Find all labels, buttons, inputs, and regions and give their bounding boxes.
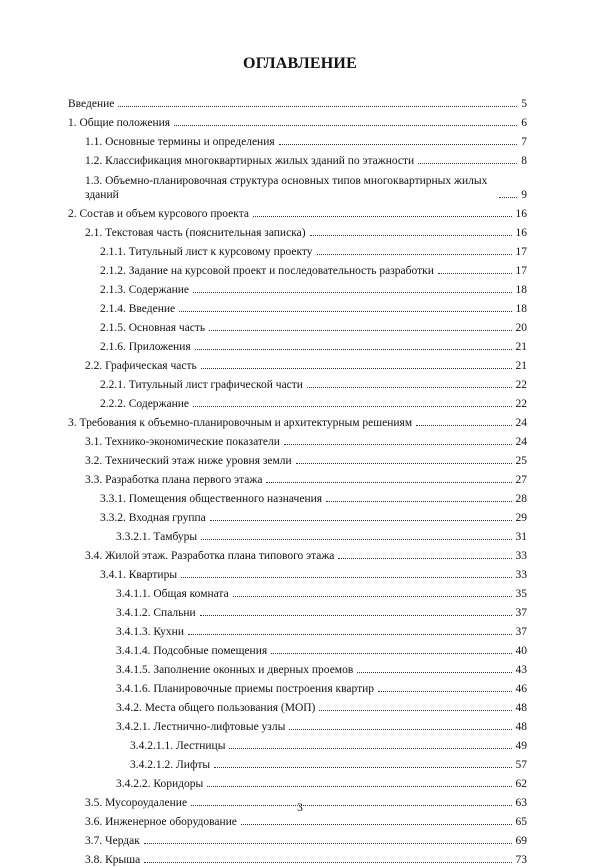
toc-entry-2-2-2[interactable]: [100, 392, 527, 411]
toc-entry-page: 17: [515, 246, 527, 258]
toc-entry-3-4-1[interactable]: [100, 563, 527, 582]
toc-entry-page: 33: [515, 569, 527, 581]
toc-entry-page: 20: [515, 322, 527, 334]
toc-leader-dots: [201, 539, 511, 540]
toc-entry-label: 3.3. Разработка плана первого этажа: [85, 474, 263, 486]
toc-leader-dots: [214, 767, 511, 768]
toc-entry-page: 24: [515, 417, 527, 429]
toc-entry-label: 3.3.1. Помещения общественного назначения: [100, 493, 323, 505]
toc-entry-3[interactable]: [68, 411, 527, 430]
toc-entry-page: 43: [515, 664, 527, 676]
toc-entry-label: 3.4.1.1. Общая комната: [116, 588, 229, 600]
toc-leader-dots: [188, 634, 512, 635]
toc-entry-page: 16: [515, 227, 527, 239]
toc-entry-label: 2.2.1. Титульный лист графической части: [100, 379, 303, 391]
toc-entry-introduction[interactable]: [68, 92, 527, 111]
toc-entry-2-2[interactable]: [85, 354, 527, 373]
toc-entry-page: 16: [515, 208, 527, 220]
toc-entry-label: 3.4.1.5. Заполнение оконных и дверных проемов: [116, 664, 354, 676]
toc-leader-dots: [307, 387, 512, 388]
toc-entry-page: 28: [515, 493, 527, 505]
toc-leader-dots: [193, 292, 511, 293]
toc-entry-label: 3.4.1.2. Спальни: [116, 607, 196, 619]
toc-leader-dots: [271, 653, 511, 654]
toc-entry-page: 40: [515, 645, 527, 657]
toc-entry-label: 2.1.3. Содержание: [100, 284, 190, 296]
page-title: ОГЛАВЛЕНИЕ: [243, 55, 357, 72]
toc-entry-page: 24: [515, 436, 527, 448]
toc-entry-label: 2.1.5. Основная часть: [100, 322, 206, 334]
toc-leader-dots: [266, 482, 511, 483]
toc-entry-2-1-4[interactable]: [100, 297, 527, 316]
page-number: 3: [297, 802, 303, 814]
toc-entry-page: 46: [515, 683, 527, 695]
toc-entry-label: 3.4.1. Квартиры: [100, 569, 178, 581]
toc-entry-label: 3.1. Технико-экономические показатели: [85, 436, 280, 448]
toc-entry-page: 35: [515, 588, 527, 600]
toc-entry-page: 29: [515, 512, 527, 524]
toc-leader-dots: [357, 672, 511, 673]
toc-entry-3-4-2-1-1[interactable]: [130, 734, 527, 753]
toc-entry-3-3-1[interactable]: [100, 487, 527, 506]
toc-entry-label: 3.3.2.1. Тамбуры: [116, 531, 198, 543]
toc-entry-2-2-1[interactable]: [100, 373, 527, 392]
toc-entry-3-4-2-2[interactable]: [116, 772, 527, 791]
toc-entry-label: 3. Требования к объемно-планировочным и архитектурным решениям: [68, 417, 413, 429]
toc-leader-dots: [201, 368, 512, 369]
toc-entry-2-1[interactable]: [85, 221, 527, 240]
toc-entry-page: 57: [515, 759, 527, 771]
toc-entry-2-1-5[interactable]: [100, 316, 527, 335]
toc-entry-3-4-2-1[interactable]: [116, 715, 527, 734]
toc-entry-2-1-1[interactable]: [100, 240, 527, 259]
toc-entry-page: 73: [515, 854, 527, 866]
toc-entry-3-4-1-6[interactable]: [116, 677, 527, 696]
toc-entry-label: 2.1. Текстовая часть (пояснительная записка): [85, 227, 306, 239]
toc-entry-label: 2.1.4. Введение: [100, 303, 176, 315]
toc-leader-dots: [229, 748, 511, 749]
toc-entry-label: 3.4.2.2. Коридоры: [116, 778, 204, 790]
toc-entry-label: 1. Общие положения: [68, 117, 171, 129]
toc-entry-1-3[interactable]: [85, 168, 527, 202]
toc-leader-dots: [499, 197, 517, 198]
toc-entry-2-1-3[interactable]: [100, 278, 527, 297]
toc-leader-dots: [378, 691, 512, 692]
toc-entry-page: 9: [521, 189, 527, 201]
toc-entry-2[interactable]: [68, 202, 527, 221]
toc-entry-page: 33: [515, 550, 527, 562]
toc-entry-page: 7: [521, 136, 527, 148]
toc-entry-page: 48: [515, 702, 527, 714]
toc-entry-3-4-1-1[interactable]: [116, 582, 527, 601]
toc-entry-page: 5: [521, 98, 527, 110]
toc-entry-1-2[interactable]: [85, 149, 527, 168]
toc-entry-page: 18: [515, 303, 527, 315]
toc-entry-label: 3.4.2.1.2. Лифты: [130, 759, 211, 771]
toc-leader-dots: [195, 349, 512, 350]
toc-entry-label: 3.4. Жилой этаж. Разработка плана типового этажа: [85, 550, 335, 562]
toc-leader-dots: [253, 216, 512, 217]
toc-entry-page: 27: [515, 474, 527, 486]
toc-entry-page: 31: [515, 531, 527, 543]
toc-entry-label: Введение: [68, 98, 115, 110]
toc-entry-label: 1.3. Объемно-планировочная структура основных типов многоквартирных жилых зданий: [85, 175, 488, 201]
toc-entry-page: 25: [515, 455, 527, 467]
toc-leader-dots: [207, 786, 511, 787]
toc-leader-dots: [144, 862, 511, 863]
toc-leader-dots: [174, 125, 517, 126]
toc-entry-page: 22: [515, 379, 527, 391]
toc-entry-label: 3.5. Мусороудаление: [85, 797, 188, 809]
toc-leader-dots: [193, 406, 511, 407]
toc-entry-label: 3.4.2.1.1. Лестницы: [130, 740, 226, 752]
toc-entry-3-3-2[interactable]: [100, 506, 527, 525]
toc-leader-dots: [317, 254, 512, 255]
toc-entry-label: 2.2. Графическая часть: [85, 360, 197, 372]
toc-leader-dots: [210, 520, 512, 521]
toc-entry-1[interactable]: [68, 111, 527, 130]
toc-entry-page: 21: [515, 341, 527, 353]
toc-leader-dots: [179, 311, 511, 312]
toc-entry-label: 3.4.1.3. Кухни: [116, 626, 184, 638]
toc-entry-3-7[interactable]: [85, 829, 527, 848]
toc-leader-dots: [209, 330, 511, 331]
toc-entry-label: 3.4.2.1. Лестнично-лифтовые узлы: [116, 721, 286, 733]
toc-leader-dots: [289, 729, 511, 730]
toc-entry-label: 3.8. Крыша: [85, 854, 141, 866]
toc-entry-page: 37: [515, 626, 527, 638]
toc-entry-label: 3.4.1.4. Подсобные помещения: [116, 645, 268, 657]
toc-entry-label: 1.2. Классификация многоквартирных жилых зданий по этажности: [85, 155, 415, 167]
toc-leader-dots: [284, 444, 512, 445]
toc-entry-label: 3.4.2. Места общего пользования (МОП): [116, 702, 316, 714]
toc-entry-label: 3.4.1.6. Планировочные приемы построения квартир: [116, 683, 374, 695]
toc-entry-3-8[interactable]: [85, 848, 527, 867]
toc-entry-page: 69: [515, 835, 527, 847]
toc-entry-page: 18: [515, 284, 527, 296]
toc-entry-page: 21: [515, 360, 527, 372]
toc-entry-page: 22: [515, 398, 527, 410]
toc-entry-label: 3.3.2. Входная группа: [100, 512, 206, 524]
toc-entry-label: 3.7. Чердак: [85, 835, 140, 847]
toc-entry-label: 2.2.2. Содержание: [100, 398, 190, 410]
toc-entry-label: 1.1. Основные термины и определения: [85, 136, 275, 148]
toc-entry-3-3[interactable]: [85, 468, 527, 487]
toc-leader-dots: [118, 106, 517, 107]
toc-leader-dots: [319, 710, 511, 711]
toc-leader-dots: [241, 824, 512, 825]
toc-leader-dots: [438, 273, 512, 274]
toc-entry-3-4-2[interactable]: [116, 696, 527, 715]
toc-entry-page: 17: [515, 265, 527, 277]
toc-entry-page: 63: [515, 797, 527, 809]
toc-entry-3-4-1-4[interactable]: [116, 639, 527, 658]
toc-entry-label: 3.2. Технический этаж ниже уровня земли: [85, 455, 292, 467]
toc-leader-dots: [418, 163, 517, 164]
toc-entry-3-4-1-2[interactable]: [116, 601, 527, 620]
toc-leader-dots: [416, 425, 511, 426]
toc-entry-3-2[interactable]: [85, 449, 527, 468]
toc-leader-dots: [326, 501, 511, 502]
toc-entry-3-1[interactable]: [85, 430, 527, 449]
toc-entry-1-1[interactable]: [85, 130, 527, 149]
toc-leader-dots: [200, 615, 512, 616]
toc-entry-3-3-2-1[interactable]: [116, 525, 527, 544]
toc-entry-3-4-2-1-2[interactable]: [130, 753, 527, 772]
toc-entry-3-4-1-3[interactable]: [116, 620, 527, 639]
toc-leader-dots: [310, 235, 512, 236]
toc-entry-page: 65: [515, 816, 527, 828]
toc-leader-dots: [144, 843, 512, 844]
toc-entry-page: 62: [515, 778, 527, 790]
toc-entry-3-4-1-5[interactable]: [116, 658, 527, 677]
toc-entry-3-4[interactable]: [85, 544, 527, 563]
toc-entry-label: 2.1.1. Титульный лист к курсовому проекту: [100, 246, 313, 258]
toc-entry-page: 49: [515, 740, 527, 752]
toc-entry-label: 2.1.6. Приложения: [100, 341, 191, 353]
toc-entry-label: 2. Состав и объем курсового проекта: [68, 208, 249, 220]
toc-entry-page: 37: [515, 607, 527, 619]
toc-leader-dots: [181, 577, 511, 578]
toc-entry-page: 6: [521, 117, 527, 129]
toc-entry-2-1-6[interactable]: [100, 335, 527, 354]
toc-leader-dots: [233, 596, 512, 597]
toc-leader-dots: [338, 558, 511, 559]
toc-entry-label: 3.6. Инженерное оборудование: [85, 816, 237, 828]
toc-entry-label: 2.1.2. Задание на курсовой проект и последовательность разработки: [100, 265, 434, 277]
toc-leader-dots: [296, 463, 512, 464]
toc-entry-2-1-2[interactable]: [100, 259, 527, 278]
toc-entry-page: 8: [521, 155, 527, 167]
toc-leader-dots: [279, 144, 518, 145]
toc-entry-page: 48: [515, 721, 527, 733]
